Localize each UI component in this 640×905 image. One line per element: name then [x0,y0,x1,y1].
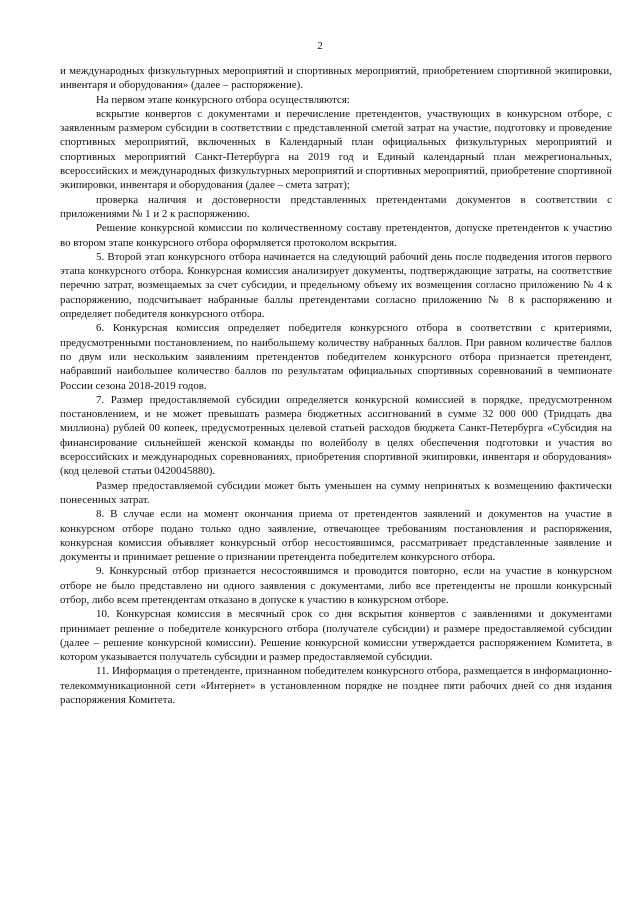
paragraph-document-check: проверка наличия и достоверности представленных претендентами документов в соответствии с приложениями № 1 и 2 к распоряжению. [60,193,612,220]
paragraph-item-5: 5. Второй этап конкурсного отбора начинается на следующий рабочий день после подведения итогов первого этапа конкурсного отбора. Конкурсная комиссия анализирует документы, подтверждающие затраты, на соответствие перечню затрат, возмещаемых за счет субсидии, и предельному объему их возмещения согласно приложению № 4 к распоряжению, подсчитывает набранные баллы претендентами согласно приложению № 8 к распоряжению и определяет победителя конкурсного отбора. [60,250,612,321]
paragraph-item-10: 10. Конкурсная комиссия в месячный срок со дня вскрытия конвертов с заявлениями и документами принимает решение о победителе конкурсного отбора (получателе субсидии) и размере предоставляемой субсидии (далее – решение конкурсной комиссии). Решение конкурсной комиссии утверждается распоряжением Комитета, в котором указывается получатель субсидии и размер предоставляемой субсидии. [60,608,612,664]
paragraph-continuation: и международных физкультурных мероприятий и спортивных мероприятий, приобретением спортивной экипировки, инвентаря и оборудования» (далее – распоряжение). [60,65,612,92]
document-body [60,64,612,707]
paragraph-item-11: 11. Информация о претенденте, признанном победителем конкурсного отбора, размещается в информационно-телекоммуникационной сети «Интернет» в установленном порядке не позднее пяти рабочих дней со дня издания распоряжения Комитета. [60,665,612,707]
paragraph-item-8: 8. В случае если на момент окончания приема от претендентов заявлений и документов на участие в конкурсном отборе подано только одно заявление, отвечающее требованиям постановления и распоряжения, конкурсная комиссия объявляет конкурсный отбор несостоявшимся, рассматривает представленные заявление и документы и принимает решение о признании претендента победителем конкурсного отбора. [60,508,612,564]
paragraph-first-stage-intro: На первом этапе конкурсного отбора осуществляются: [96,93,350,106]
page-number: 2 [317,40,323,52]
paragraph-item-6: 6. Конкурсная комиссия определяет победителя конкурсного отбора в соответствии с критериями, предусмотренными постановлением, по наибольшему количеству набранных баллов. При равном количестве баллов по двум или нескольким заявлениям претендентов победителем конкурсного отбора признается претендент, набравший наибольшее количество баллов по результатам официальных спортивных соревнований в чемпионате России сезона 2018-2019 годов. [60,322,612,392]
paragraph-opening-envelopes: вскрытие конвертов с документами и перечисление претендентов, участвующих в конкурсном отборе, с заявленным размером субсидии в соответствии с представленной сметой затрат на участие, подготовку и проведение спортивных мероприятий, включенных в Календарный план официальных физкультурных мероприятий и спортивных мероприятий Санкт-Петербурга на 2019 год и Единый календарный план межрегиональных, всероссийских и международных физкультурных мероприятий и спортивных мероприятий, приобретение спортивной экипировки, инвентаря и оборудования (далее – смета затрат); [60,107,612,192]
paragraph-subsidy-reduction: Размер предоставляемой субсидии может быть уменьшен на сумму непринятых к возмещению фактически понесенных затрат. [60,479,612,506]
paragraph-item-9: 9. Конкурсный отбор признается несостоявшимся и проводится повторно, если на участие в конкурсном отборе не было представлено ни одного заявления с документами, либо все претенденты не прошли конкурсный отбор, либо всем претендентам отказано в допуске к участию в конкурсном отборе. [60,565,612,606]
paragraph-commission-decision: Решение конкурсной комиссии по количественному составу претендентов, допуске претендентов к участию во втором этапе конкурсного отбора оформляется протоколом вскрытия. [60,222,612,249]
paragraph-item-7: 7. Размер предоставляемой субсидии определяется конкурсной комиссией в порядке, предусмотренном постановлением, и не может превышать размера бюджетных ассигнований в сумме 32 000 000 (Тридцать два миллиона) рублей 00 копеек, предусмотренных целевой статьей расходов бюджета Санкт-Петербурга «Субсидия на финансирование сильнейшей женской команды по волейболу в целях обеспечения подготовки и участия во всероссийских и международных соревнованиях, приобретения спортивной экипировки, инвентаря и оборудования» (код целевой статьи 0420045880). [60,393,612,478]
